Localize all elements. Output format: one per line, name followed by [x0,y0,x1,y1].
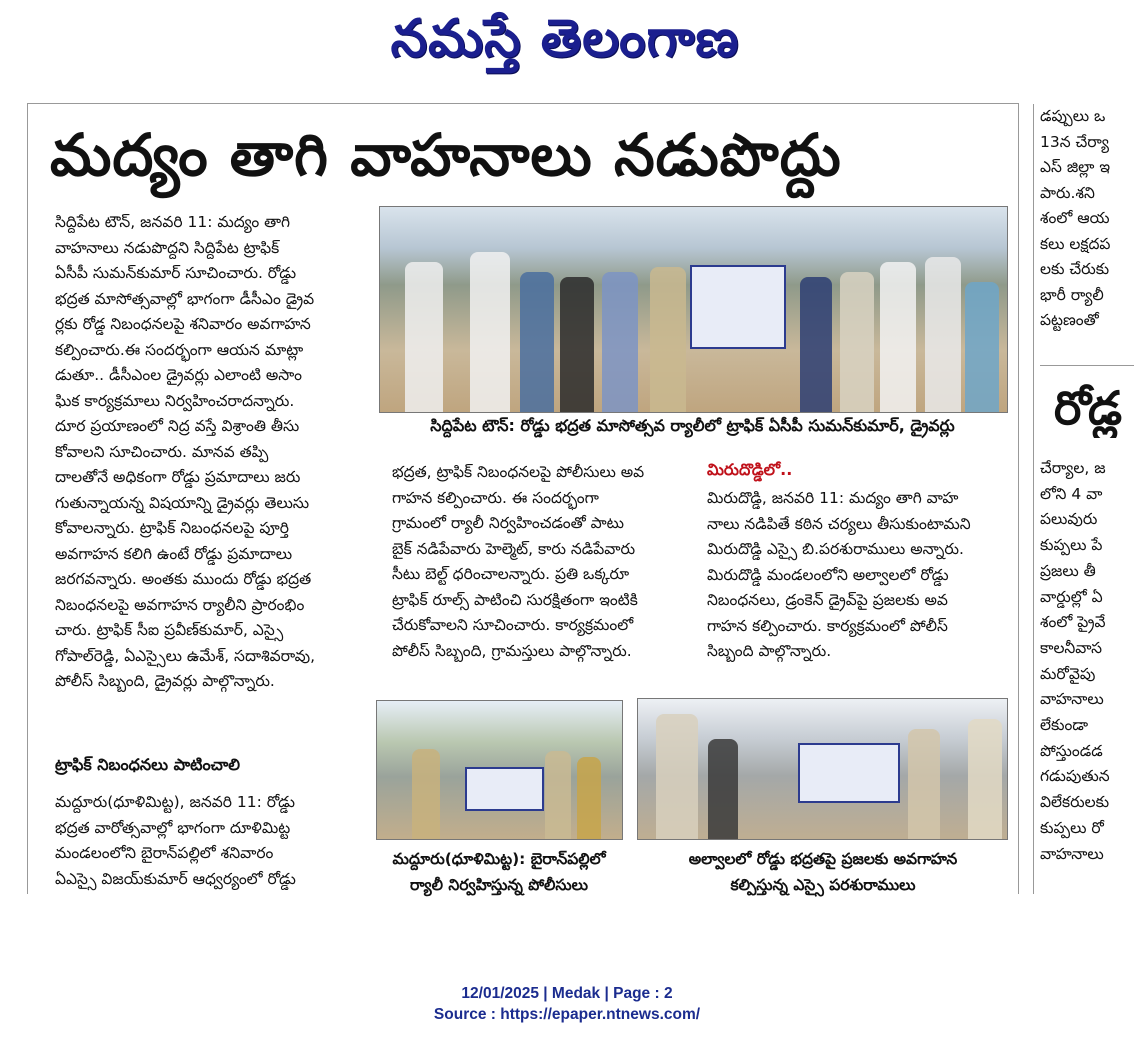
text-line: దాలతోనే అధికంగా రోడ్డు ప్రమాదాలు జరు [55,468,301,486]
text-line: సిద్దిపేట టౌన్, జనవరి 11: మద్యం తాగి [55,213,291,231]
right-column-top [1040,104,1134,334]
text-line: నిబంధనలపై అవగాహన ర్యాలీని ప్రారంభిం [55,595,305,614]
text-line: కోవాలన్నారు. ట్రాఫిక్ నిబంధనలపై పూర్తి [55,519,289,537]
text-line: గుతున్నాయన్న విషయాన్ని డ్రైవర్లు తెలుసు [55,493,310,512]
text-line: వాహనాలు [1040,844,1104,863]
photo-person [412,749,440,839]
article-headline: మద్యం తాగి వాహనాలు నడుపొద్దు [50,121,842,189]
text-line: లోని 4 వా [1040,484,1103,503]
photo-person [560,277,594,412]
text-line: ఏసీపీ సుమన్‌కుమార్ సూచించారు. రోడ్డు [55,264,297,282]
text-line: చేర్యాల, జ [1040,459,1106,477]
maddur-photo-caption [360,846,638,898]
text-line: బైక్ నడిపేవారు హెల్మెట్, కారు నడిపేవారు [392,539,636,558]
article-column-1 [55,210,351,695]
text-line: మద్దూరు(ధూళిమిట్ట), జనవరి 11: రోడ్డు [55,793,295,811]
text-line: ర్లకు రోడ్డ నిబంధనలపై శనివారం అవగాహన [55,315,311,333]
text-line: గాహన కల్పించారు. ఈ సందర్భంగా [392,488,599,507]
text-line: వాహనాలు [1040,690,1104,709]
photo-person [520,272,554,412]
text-line: కాలనీవాస [1040,638,1102,657]
right-column-divider [1040,365,1134,366]
frame-divider-left [27,104,28,894]
text-line: భద్రత మాసోత్సవాల్లో భాగంగా డీసీఎం డ్రైవ [55,289,315,308]
photo-banner [465,767,544,811]
text-line: ట్రాఫిక్ రూల్స్ పాటించి సురక్షితంగా ఇంటికి [392,590,638,609]
article-subhead: ట్రాఫిక్ నిబంధనలు పాటించాలి [55,755,240,774]
text-line: విలేకరులకు [1040,793,1110,812]
frame-divider-right-outer [1033,104,1034,894]
text-line: శంలో ఆయ [1040,209,1110,227]
text-line: వార్డుల్లో ఏ [1040,587,1103,606]
text-line: గోపాల్‌రెడ్డి, ఏఎస్సైలు ఉమేశ్, సదాశివరావు, [55,646,316,665]
caption-line: ర్యాలీ నిర్వహిస్తున్న పోలీసులు [410,876,588,894]
photo-maddur-rally [376,700,623,840]
text-line: సీటు బెల్ట్ ధరించాలన్నారు. ప్రతి ఒక్కరూ [392,565,630,583]
text-line: భద్రత వారోత్సవాల్లో భాగంగా దూళిమిట్ట [55,818,291,837]
text-line: చేరుకోవాలని సూచించారు. కార్యక్రమంలో [392,616,634,634]
text-line: పోలీస్ సిబ్బంది, గ్రామస్తులు పాల్గొన్నారు. [392,641,632,660]
text-line: భద్రత, ట్రాఫిక్ నిబంధనలపై పోలీసులు అవ [392,463,645,481]
photo-person [908,729,940,839]
text-line: ఏఎస్సై విజయ్‌కుమార్ ఆధ్వర్యంలో రోడ్డు [55,869,296,888]
text-line: వాహనాలు నడుపొద్దని సిద్దిపేట ట్రాఫిక్ [55,238,280,257]
text-line: నాలు నడిపితే కఠిన చర్యలు తీసుకుంటామని [707,514,971,533]
photo-person [965,282,999,412]
photo-person [577,757,601,839]
text-line: మరోవైపు [1040,664,1096,683]
caption-line: కల్పిస్తున్న ఎస్సై పరశురాములు [730,876,916,894]
text-line: మండలంలోని బైరాన్‌పల్లిలో శనివారం [55,844,274,862]
text-line: కుప్పలు రో [1040,818,1104,837]
text-line: నిబంధనలు, డ్రంకెన్ డ్రైవ్‌పై ప్రజలకు అవ [707,591,948,609]
frame-divider-top [27,103,1019,104]
photo-person [925,257,961,412]
article-column-1-continued [55,790,351,892]
main-photo-caption: సిద్దిపేట టౌన్: రోడ్డు భద్రత మాసోత్సవ ర్యాలీలో ట్రాఫిక్ ఏసీపీ సుమన్‌కుమార్, డ్రైవర్లు [430,416,955,435]
photo-person [650,267,686,412]
text-line: ఘిక కార్యక్రమాలు నిర్వహించరాదన్నారు. [55,391,295,410]
right-column-headline: రోడ్ల [1054,381,1122,435]
text-line: కోవాలని సూచించారు. మానవ తప్పి [55,442,269,461]
photo-person [800,277,832,412]
photo-alwal-awareness [637,698,1008,840]
footer-source-link[interactable]: Source : https://epaper.ntnews.com/ [433,1006,701,1023]
text-line: మిరుదొడ్డి మండలంలోని అల్వాలలో రోడ్డు [707,565,949,584]
alwal-photo-caption [640,846,1006,898]
text-line: లేకుండా [1040,716,1089,735]
page-footer [0,983,1134,1025]
text-line: మిరుదొడ్డి, జనవరి 11: మద్యం తాగి వాహ [707,489,959,507]
text-line: కుప్పలు పే [1040,536,1103,555]
photo-person [968,719,1002,839]
caption-line: అల్వాలలో రోడ్డు భద్రతపై ప్రజలకు అవగాహన [688,850,958,868]
text-line: అవగాహన కలిగి ఉంటే రోడ్డు ప్రమాదాలు [55,544,293,563]
text-line: ప్రజలు తీ [1040,561,1096,580]
text-line: కలు లక్షదప [1040,234,1111,253]
photo-person [470,252,510,412]
text-line: పారు.శని [1040,183,1095,202]
photo-person [602,272,638,412]
text-line: పోస్తుండడ [1040,741,1103,760]
photo-person [656,714,698,839]
text-line: గ్రామంలో ర్యాలీ నిర్వహించడంతో పాటు [392,514,624,532]
caption-line: మద్దూరు(ధూళిమిట్ట): బైరాన్‌పల్లిలో [392,850,606,868]
photo-banner [798,743,900,803]
footer-date-edition: 12/01/2025 | Medak | Page : 2 [461,985,673,1002]
text-line: సిబ్బంది పాల్గొన్నారు. [707,642,832,660]
right-column-bottom [1040,456,1134,867]
photo-person [708,739,738,839]
photo-person [840,272,874,412]
article-column-2 [392,460,682,664]
masthead-logo: నమస్తే తెలంగాణ [390,8,740,69]
text-line: కల్పించారు.ఈ సందర్భంగా ఆయన మాట్లా [55,340,304,359]
text-line: డప్పులు ఒ [1040,107,1106,125]
article-column-3 [707,486,1007,665]
main-photo-rally [379,206,1008,413]
text-line: గాహన కల్పించారు. కార్యక్రమంలో పోలీస్ [707,616,948,635]
text-line: పోలీస్ సిబ్బంది, డ్రైవర్లు పాల్గొన్నారు. [55,672,275,690]
text-line: 13న చేర్యా [1040,132,1109,151]
text-line: జరగవన్నారు. అంతకు ముందు రోడ్డు భద్రత [55,570,312,588]
photo-person [545,751,571,839]
text-line: మిరుదొడ్డి ఎస్సై బి.పరశురాములు అన్నారు. [707,540,964,558]
photo-person [880,262,916,412]
text-line: గడుపుతున [1040,767,1110,786]
photo-banner [690,265,786,349]
text-line: దూర ప్రయాణంలో నిద్ర వస్తే విశ్రాంతి తీసు [55,417,300,435]
section-label-mirudoddi: మిరుదొడ్డిలో.. [707,460,793,479]
photo-person [405,262,443,412]
frame-divider-right [1018,104,1019,894]
text-line: డుతూ.. డీసీఎంల డ్రైవర్లు ఎలాంటి అసాం [55,366,302,384]
text-line: పట్టణంతో [1040,311,1099,329]
text-line: ఎస్ జిల్లా ఇ [1040,158,1110,176]
text-line: చారు. ట్రాఫిక్ సీఐ ప్రవీణ్‌కుమార్, ఎస్సై [55,621,284,639]
text-line: పలువురు [1040,510,1098,529]
text-line: భారీ ర్యాలీ [1040,285,1104,304]
text-line: లకు చేరుకు [1040,260,1110,278]
text-line: శంలో ప్రైవే [1040,613,1106,632]
